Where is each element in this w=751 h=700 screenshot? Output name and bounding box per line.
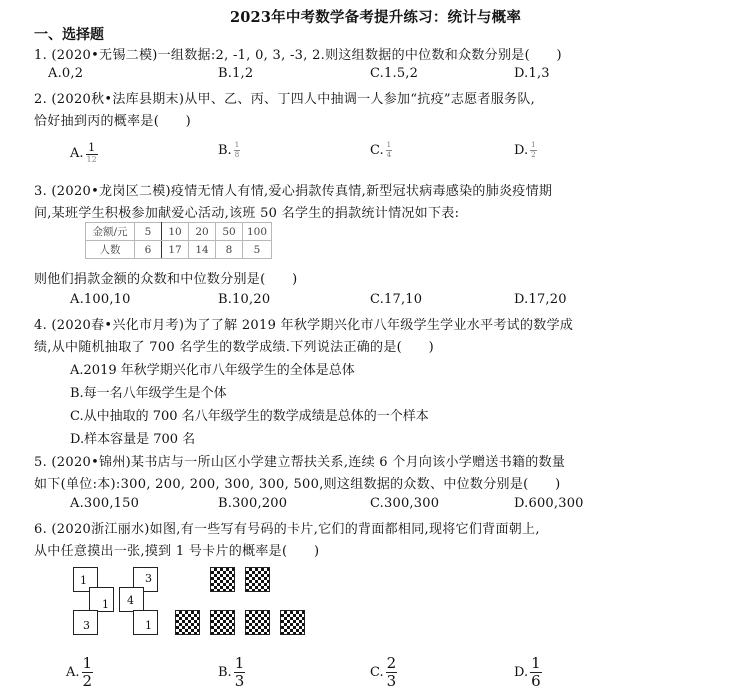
question-text: 绩,从中随机抽取了 700 名学生的数学成绩.下列说法正确的是( ) [34, 340, 434, 355]
option-d [514, 656, 542, 689]
option-b: B.1,2 [218, 66, 254, 81]
card-back [210, 610, 235, 635]
table-cell: 金额/元 [86, 223, 135, 241]
option-b: B.每一名八年级学生是个体 [70, 386, 227, 401]
option-c: C.300,300 [370, 496, 440, 511]
table-cell: 5 [135, 223, 162, 241]
fraction: $\frac{1}{4}$ [386, 141, 392, 159]
option-a: A.2019 年秋学期兴化市八年级学生的全体是总体 [70, 363, 355, 378]
option-d [514, 142, 537, 159]
card-front: 3 [73, 610, 98, 635]
question-text: 则他们捐款金额的众数和中位数分别是( ) [34, 272, 298, 287]
question-text: 5. (2020•锦州)某书店与一所山区小学建立帮扶关系,连续 6 个月向该小学赠送书籍的数量 [34, 455, 566, 470]
option-d: D.样本容量是 700 名 [70, 432, 196, 447]
table-cell: 10 [162, 223, 189, 241]
card-front: 1 [89, 587, 114, 612]
table-cell: 人数 [86, 241, 135, 259]
question-text: 恰好抽到丙的概率是( ) [34, 114, 192, 129]
question-text: 从中任意摸出一张,摸到 1 号卡片的概率是( ) [34, 544, 320, 559]
question-text: 2. (2020秋•法库县期末)从甲、乙、丙、丁四人中抽调一人参加“抗疫”志愿者服务队, [34, 92, 536, 107]
option-b: B.300,200 [218, 496, 288, 511]
option-d: D.17,20 [514, 292, 567, 307]
table-cell: 100 [243, 223, 272, 241]
option-c: C.1.5,2 [370, 66, 419, 81]
card-back [175, 610, 200, 635]
fraction: $\frac{1}{3}$ [234, 654, 245, 690]
option-letter: A. [66, 665, 80, 680]
table-cell: 8 [216, 241, 243, 259]
table-cell: 6 [135, 241, 162, 259]
option-c: C.17,10 [370, 292, 423, 307]
table-row [86, 241, 272, 259]
fraction: $\frac{1}{6}$ [531, 654, 541, 690]
option-letter: D. [514, 665, 529, 680]
option-a: A.100,10 [70, 292, 131, 307]
table-cell: 50 [216, 223, 243, 241]
question-text: 3. (2020•龙岗区二模)疫情无情人有情,爱心捐款传真情,新型冠状病毒感染的肺炎疫情期 [34, 184, 553, 199]
option-letter: A. [70, 145, 84, 161]
fraction: $\frac{1}{2}$ [531, 141, 536, 159]
option-a [70, 142, 98, 164]
section-heading: 一、选择题 [34, 27, 104, 43]
fraction: $\frac{2}{3}$ [386, 654, 397, 690]
fraction: $\frac{1}{8}$ [234, 141, 240, 159]
question-text: 1. (2020•无锡二模)一组数据:2, -1, 0, 3, -3, 2.则这组数据的中位数和众数分别是( ) [34, 48, 562, 63]
option-a: A.0,2 [48, 66, 84, 81]
table-cell: 17 [162, 241, 189, 259]
card-back [210, 567, 235, 592]
question-text: 4. (2020春•兴化市月考)为了了解 2019 年秋学期兴化市八年级学生学业水平考试的数学成 [34, 318, 574, 333]
option-c [370, 656, 397, 689]
option-c [370, 142, 392, 159]
table-cell: 14 [189, 241, 216, 259]
option-letter: D. [514, 143, 529, 158]
question-text: 6. (2020浙江丽水)如图,有一些写有号码的卡片,它们的背面都相同,现将它们背面朝上, [34, 522, 540, 537]
option-c: C.从中抽取的 700 名八年级学生的数学成绩是总体的一个样本 [70, 409, 429, 424]
fraction: $\frac{1}{12}$ [86, 141, 97, 164]
fraction: $\frac{1}{2}$ [82, 654, 93, 690]
donation-table [85, 222, 272, 259]
option-letter: B. [218, 665, 232, 680]
option-letter: C. [370, 143, 384, 158]
document-title: 2023年中考数学备考提升练习：统计与概率 [229, 9, 522, 26]
option-b [218, 142, 240, 159]
question-text: 间,某班学生积极参加献爱心活动,该班 50 名学生的捐款统计情况如下表: [34, 206, 460, 221]
option-b: B.10,20 [218, 292, 271, 307]
card-back [245, 567, 270, 592]
card-front: 1 [133, 610, 158, 635]
table-cell: 5 [243, 241, 272, 259]
option-a: A.300,150 [70, 496, 140, 511]
table-cell: 20 [189, 223, 216, 241]
card-back [245, 610, 270, 635]
option-letter: B. [218, 143, 232, 158]
card-front: 3 [133, 567, 158, 592]
card-front: 1 [73, 567, 98, 592]
card-back [280, 610, 305, 635]
option-letter: C. [370, 665, 384, 680]
option-d: D.1,3 [514, 66, 550, 81]
option-b [218, 656, 245, 689]
card-front: 4 [119, 587, 144, 612]
option-d: D.600,300 [514, 496, 584, 511]
option-a [66, 656, 93, 689]
table-row [86, 223, 272, 241]
question-text: 如下(单位:本):300, 200, 200, 300, 300, 500,则这组数据的众数、中位数分别是( ) [34, 477, 561, 492]
